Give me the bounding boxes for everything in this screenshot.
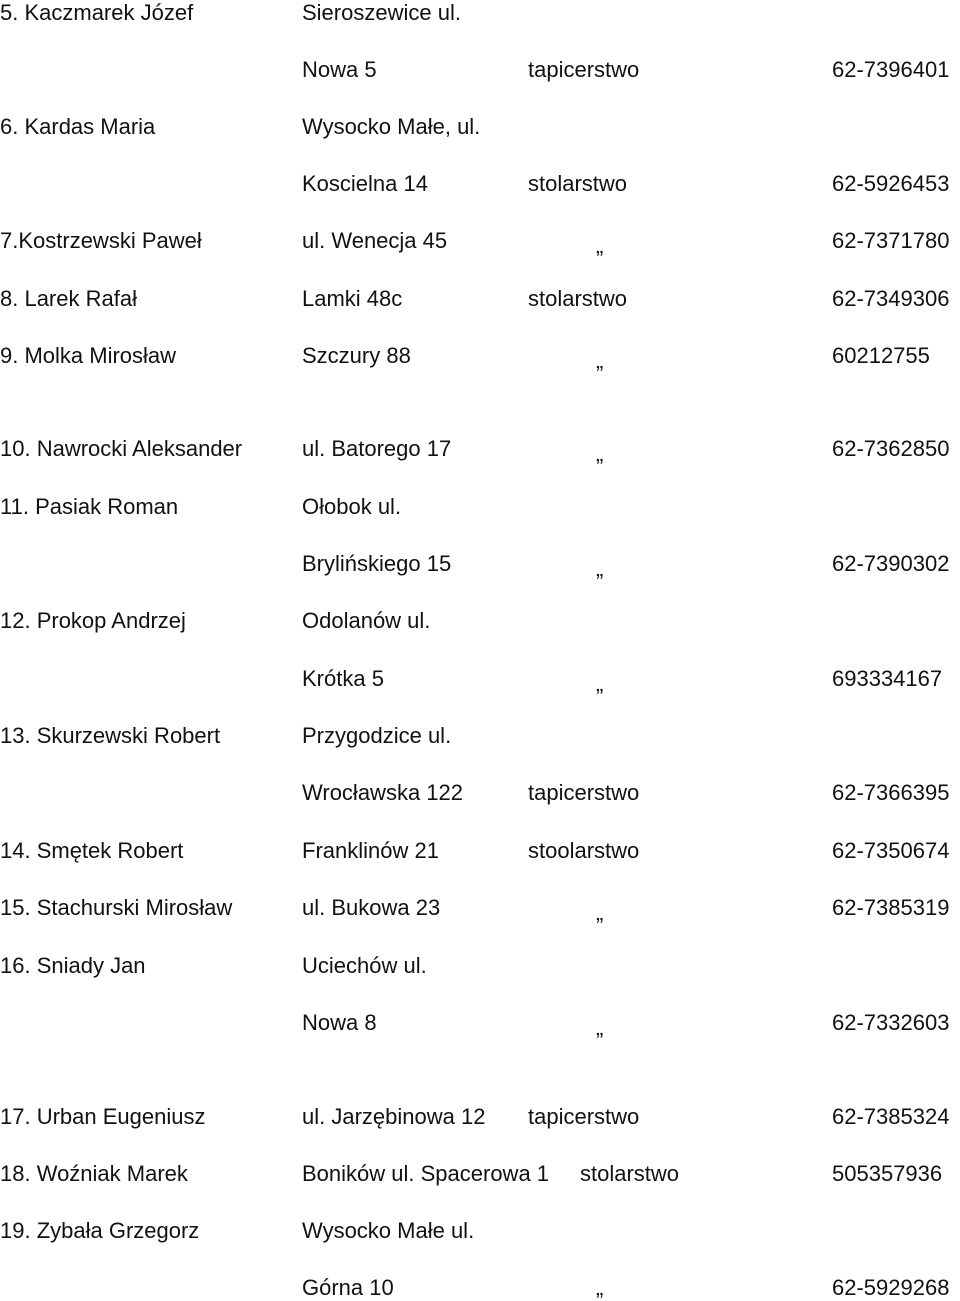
- entry-address: Sieroszewice ul.: [302, 0, 461, 25]
- entry-name: 19. Zybała Grzegorz: [0, 1218, 200, 1243]
- entry-address: ul. Bukowa 23: [302, 895, 441, 920]
- entry-address: Nowa 5: [302, 57, 377, 82]
- entry-address: Odolanów ul.: [302, 608, 431, 633]
- entry-phone: 60212755: [832, 343, 930, 368]
- entry-trade-ditto: „: [596, 233, 604, 258]
- entry-address: Boników ul. Spacerowa 1: [302, 1161, 550, 1186]
- entry-trade-ditto: „: [596, 1015, 604, 1040]
- entry-trade: stolarstwo: [528, 286, 628, 311]
- entry-address: ul. Jarzębinowa 12: [302, 1104, 486, 1129]
- entry-trade: stolarstwo: [580, 1161, 680, 1186]
- entry-address: ul. Batorego 17: [302, 436, 452, 461]
- entry-trade: tapicerstwo: [528, 1104, 640, 1129]
- entry-trade: stolarstwo: [528, 171, 628, 196]
- entry-name: 18. Woźniak Marek: [0, 1161, 188, 1186]
- entry-address: Uciechów ul.: [302, 953, 427, 978]
- entry-trade: stoolarstwo: [528, 838, 640, 863]
- entry-address: Lamki 48c: [302, 286, 403, 311]
- entry-name: 8. Larek Rafał: [0, 286, 137, 311]
- entry-name: 10. Nawrocki Aleksander: [0, 436, 243, 461]
- entry-address: Wrocławska 122: [302, 780, 463, 805]
- entry-trade-ditto: „: [596, 900, 604, 925]
- entry-name: 13. Skurzewski Robert: [0, 723, 221, 748]
- entry-phone: 62-7350674: [832, 838, 950, 863]
- entry-trade: tapicerstwo: [528, 57, 640, 82]
- entry-name: 17. Urban Eugeniusz: [0, 1104, 206, 1129]
- entry-address: Przygodzice ul.: [302, 723, 452, 748]
- entry-phone: 62-7396401: [832, 57, 950, 82]
- entry-name: 5. Kaczmarek Józef: [0, 0, 194, 25]
- entry-address: Wysocko Małe, ul.: [302, 114, 481, 139]
- entry-name: 12. Prokop Andrzej: [0, 608, 186, 633]
- entry-name: 14. Smętek Robert: [0, 838, 184, 863]
- entry-address: Krótka 5: [302, 666, 384, 691]
- entry-phone: 62-7332603: [832, 1010, 950, 1035]
- entry-name: 15. Stachurski Mirosław: [0, 895, 233, 920]
- entry-phone: 62-7366395: [832, 780, 950, 805]
- entry-trade-ditto: „: [596, 348, 604, 373]
- entry-phone: 62-7385319: [832, 895, 950, 920]
- entry-phone: 62-7349306: [832, 286, 950, 311]
- entry-phone: 62-7362850: [832, 436, 950, 461]
- entry-phone: 62-7371780: [832, 228, 950, 253]
- entry-trade-ditto: „: [596, 441, 604, 466]
- entry-address: Franklinów 21: [302, 838, 439, 863]
- entry-trade-ditto: „: [596, 671, 604, 696]
- entry-name: 16. Sniady Jan: [0, 953, 146, 978]
- entry-address: ul. Wenecja 45: [302, 228, 448, 253]
- entry-phone: 62-5926453: [832, 171, 950, 196]
- entry-name: 7.Kostrzewski Paweł: [0, 228, 202, 253]
- entry-name: 11. Pasiak Roman: [0, 494, 179, 519]
- entry-phone: 62-5929268: [832, 1275, 950, 1300]
- entry-trade-ditto: „: [596, 1275, 604, 1300]
- entry-phone: 693334167: [832, 666, 943, 691]
- entry-address: Ołobok ul.: [302, 494, 402, 519]
- entry-name: 9. Molka Mirosław: [0, 343, 177, 368]
- entry-phone: 505357936: [832, 1161, 943, 1186]
- entry-address: Brylińskiego 15: [302, 551, 452, 576]
- entry-address: Szczury 88: [302, 343, 411, 368]
- entry-address: Nowa 8: [302, 1010, 377, 1035]
- entry-phone: 62-7385324: [832, 1104, 950, 1129]
- entry-address: Wysocko Małe ul.: [302, 1218, 475, 1243]
- entry-name: 6. Kardas Maria: [0, 114, 156, 139]
- entry-phone: 62-7390302: [832, 551, 950, 576]
- entry-address: Górna 10: [302, 1275, 394, 1300]
- entry-address: Koscielna 14: [302, 171, 428, 196]
- entry-trade-ditto: „: [596, 556, 604, 581]
- entry-trade: tapicerstwo: [528, 780, 640, 805]
